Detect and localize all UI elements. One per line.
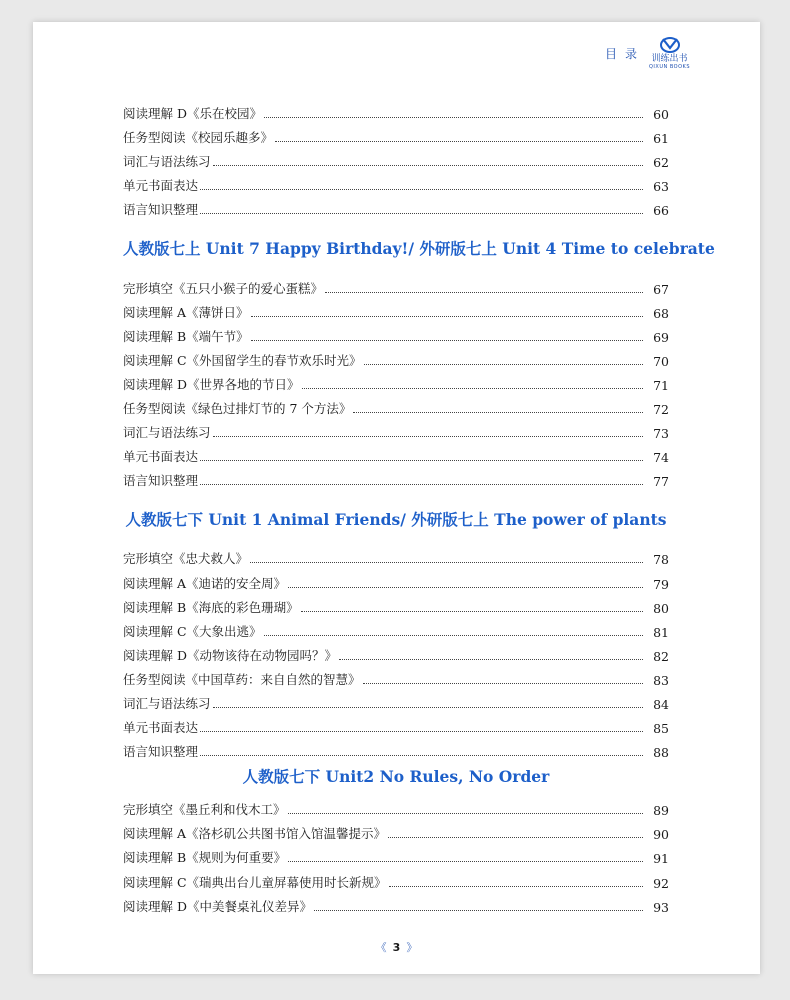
toc-entry-title: 阅读理解 A《洛杉矶公共图书馆入馆温馨提示》: [123, 826, 387, 842]
toc-entry-title: 阅读理解 C《瑞典出台儿童屏幕使用时长新规》: [123, 874, 387, 890]
toc-entry[interactable]: [123, 712, 669, 736]
dot-leader: [302, 388, 644, 389]
toc-entry[interactable]: [123, 664, 669, 688]
toc-entry-page: 90: [653, 827, 669, 843]
table-of-contents: [123, 98, 715, 915]
dot-leader: [288, 587, 643, 588]
unit-heading: 人教版七下 Unit 1 Animal Friends/ 外研版七上 The power of plants: [125, 510, 667, 530]
publisher-logo-icon: [659, 36, 681, 54]
toc-entry[interactable]: [123, 543, 669, 567]
dot-leader: [200, 213, 643, 214]
toc-entry[interactable]: [123, 272, 669, 296]
toc-entry-page: 93: [653, 899, 669, 915]
toc-entry-title: 单元书面表达: [123, 178, 199, 194]
dot-leader: [364, 364, 643, 365]
toc-entry-title: 语言知识整理: [123, 202, 199, 218]
toc-entry[interactable]: [123, 297, 669, 321]
dot-leader: [339, 659, 643, 660]
toc-entry-page: 91: [653, 851, 669, 867]
dot-leader: [288, 813, 643, 814]
publisher-logo: [649, 36, 690, 70]
toc-entry-page: 66: [653, 203, 669, 219]
dot-leader: [275, 141, 643, 142]
toc-entry[interactable]: [123, 891, 669, 915]
toc-entry-page: 81: [653, 624, 669, 640]
toc-entry-page: 73: [653, 426, 669, 442]
toc-entry-page: 80: [653, 600, 669, 616]
page-number: 3: [392, 941, 401, 954]
dot-leader: [200, 484, 643, 485]
toc-entry-title: 词汇与语法练习: [123, 425, 211, 441]
toc-entry[interactable]: [123, 818, 669, 842]
toc-entry[interactable]: [123, 640, 669, 664]
toc-entry[interactable]: [123, 736, 669, 760]
dot-leader: [264, 117, 643, 118]
toc-entry-page: 62: [653, 155, 669, 171]
dot-leader: [213, 165, 643, 166]
toc-entry[interactable]: [123, 98, 669, 122]
toc-entry-title: 词汇与语法练习: [123, 695, 211, 711]
dot-leader: [250, 562, 643, 563]
toc-entry-page: 63: [653, 179, 669, 195]
toc-entry[interactable]: [123, 146, 669, 170]
toc-entry-page: 67: [653, 281, 669, 297]
toc-entry-page: 70: [653, 353, 669, 369]
toc-entry-page: 82: [653, 648, 669, 664]
toc-entry-page: 83: [653, 672, 669, 688]
toc-entry-title: 阅读理解 B《端午节》: [123, 328, 249, 344]
dot-leader: [200, 189, 643, 190]
toc-entry[interactable]: [123, 688, 669, 712]
toc-entry-title: 任务型阅读《中国草药：来自自然的智慧》: [123, 671, 361, 687]
toc-entry-page: 72: [653, 402, 669, 418]
toc-entry-page: 79: [653, 576, 669, 592]
toc-entry-page: 78: [653, 552, 669, 568]
document-page: [33, 22, 760, 974]
toc-entry-title: 任务型阅读《校园乐趣多》: [123, 130, 274, 146]
toc-header-label: 目录: [604, 46, 645, 61]
toc-entry-title: 阅读理解 A《薄饼日》: [123, 304, 249, 320]
toc-entry-title: 阅读理解 D《乐在校园》: [123, 106, 262, 122]
toc-entry-page: 68: [653, 305, 669, 321]
toc-entry[interactable]: [123, 441, 669, 465]
dot-leader: [388, 837, 643, 838]
toc-entry[interactable]: [123, 567, 669, 591]
page-header: [605, 36, 690, 70]
dot-leader: [314, 910, 643, 911]
dot-leader: [251, 340, 643, 341]
toc-entry-title: 阅读理解 C《大象出逃》: [123, 623, 262, 639]
toc-entry-title: 完形填空《墨丘利和伐木工》: [123, 802, 286, 818]
toc-entry-title: 完形填空《五只小猴子的爱心蛋糕》: [123, 280, 324, 296]
toc-entry-page: 77: [653, 474, 669, 490]
toc-entry[interactable]: [123, 842, 669, 866]
toc-entry-title: 单元书面表达: [123, 449, 199, 465]
dot-leader: [213, 436, 643, 437]
footer-right-bracket: 》: [406, 941, 418, 954]
toc-entry[interactable]: [123, 194, 669, 218]
toc-entry[interactable]: [123, 417, 669, 441]
dot-leader: [301, 611, 643, 612]
dot-leader: [213, 707, 643, 708]
unit-heading: 人教版七上 Unit 7 Happy Birthday!/ 外研版七上 Unit 4 Time to celebrate: [123, 239, 715, 259]
toc-entry-page: 88: [653, 745, 669, 761]
toc-entry[interactable]: [123, 465, 669, 489]
toc-entry-page: 69: [653, 329, 669, 345]
toc-entry-page: 85: [653, 721, 669, 737]
toc-entry-title: 阅读理解 B《海底的彩色珊瑚》: [123, 599, 299, 615]
dot-leader: [200, 731, 643, 732]
toc-entry-title: 语言知识整理: [123, 744, 199, 760]
toc-entry[interactable]: [123, 345, 669, 369]
toc-entry-title: 语言知识整理: [123, 473, 199, 489]
dot-leader: [264, 635, 643, 636]
dot-leader: [325, 292, 643, 293]
toc-entry[interactable]: [123, 616, 669, 640]
toc-entry-title: 单元书面表达: [123, 720, 199, 736]
toc-entry-page: 74: [653, 450, 669, 466]
logo-subtext: QIXUN BOOKS: [649, 64, 690, 70]
toc-entry-title: 阅读理解 D《中美餐桌礼仪差异》: [123, 898, 312, 914]
toc-entry-title: 阅读理解 B《规则为何重要》: [123, 850, 287, 866]
toc-entry-title: 词汇与语法练习: [123, 154, 211, 170]
toc-entry-title: 阅读理解 C《外国留学生的春节欢乐时光》: [123, 352, 362, 368]
footer-left-bracket: 《: [375, 941, 387, 954]
toc-entry[interactable]: [123, 592, 669, 616]
toc-entry-title: 阅读理解 D《动物该待在动物园吗？》: [123, 647, 337, 663]
dot-leader: [251, 316, 643, 317]
toc-entry[interactable]: [123, 794, 669, 818]
dot-leader: [200, 460, 643, 461]
toc-entry[interactable]: [123, 393, 669, 417]
toc-entry-title: 完形填空《忠犬救人》: [123, 551, 249, 567]
dot-leader: [389, 886, 643, 887]
toc-entry[interactable]: [123, 369, 669, 393]
dot-leader: [353, 412, 643, 413]
page-footer: [33, 939, 760, 955]
toc-entry-page: 89: [653, 803, 669, 819]
toc-entry-page: 61: [653, 131, 669, 147]
toc-entry-title: 阅读理解 A《迪诺的安全周》: [123, 575, 287, 591]
dot-leader: [288, 861, 643, 862]
dot-leader: [200, 755, 643, 756]
toc-entry[interactable]: [123, 321, 669, 345]
logo-text: 训练出书: [651, 54, 688, 64]
dot-leader: [363, 683, 643, 684]
toc-entry-page: 92: [653, 875, 669, 891]
toc-entry-page: 84: [653, 696, 669, 712]
toc-entry-title: 任务型阅读《绿色过排灯节的 7 个方法》: [123, 401, 352, 417]
toc-entry-page: 71: [653, 377, 669, 393]
toc-entry-page: 60: [653, 107, 669, 123]
toc-entry-title: 阅读理解 D《世界各地的节日》: [123, 376, 300, 392]
toc-entry[interactable]: [123, 170, 669, 194]
toc-entry[interactable]: [123, 122, 669, 146]
unit-heading: 人教版七下 Unit2 No Rules, No Order: [242, 767, 550, 787]
toc-entry[interactable]: [123, 866, 669, 890]
